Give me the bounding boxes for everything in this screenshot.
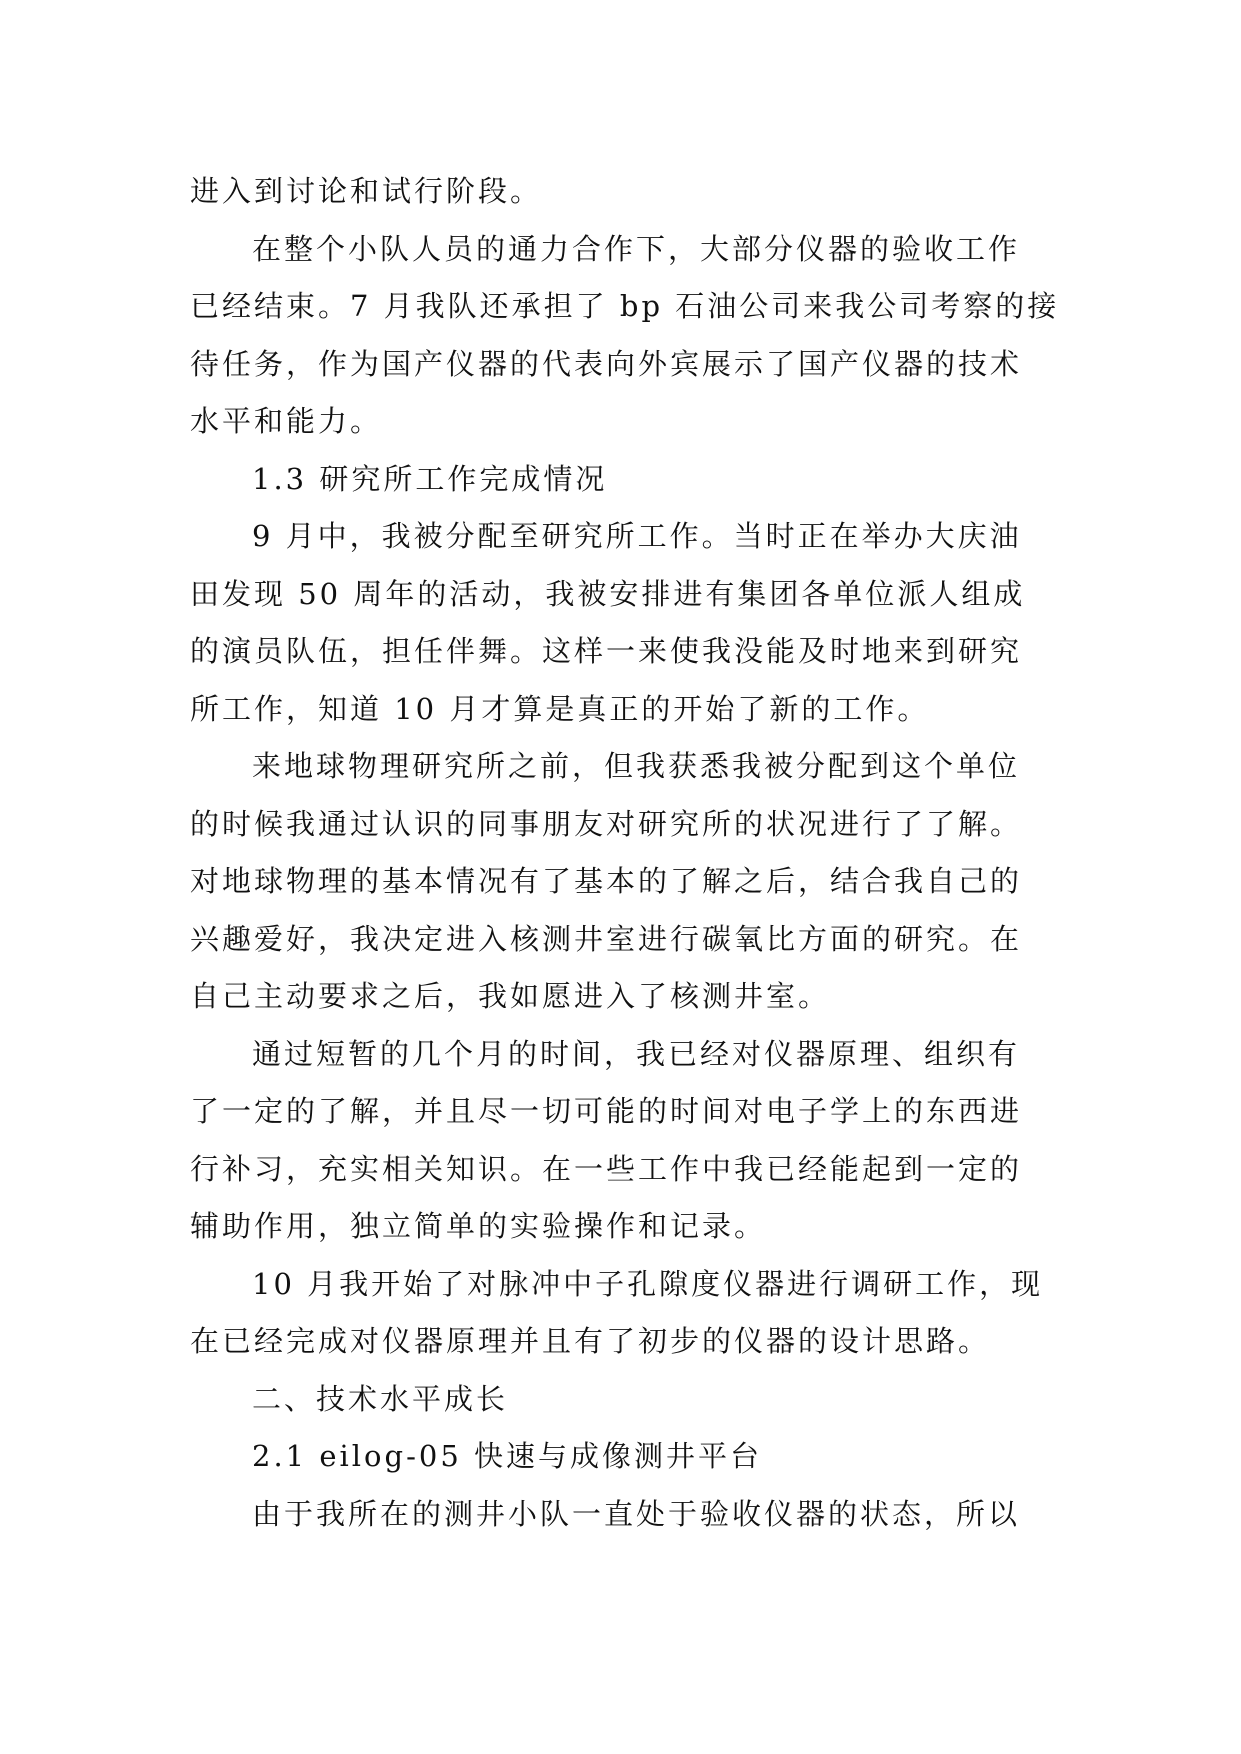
text-line: 对地球物理的基本情况有了基本的了解之后，结合我自己的 (190, 864, 1023, 898)
text-line: 兴趣爱好，我决定进入核测井室进行碳氧比方面的研究。在 (190, 921, 1023, 956)
text-line: 自己主动要求之后，我如愿进入了核测井室。 (190, 979, 831, 1013)
text-line: 了一定的了解，并且尽一切可能的时间对电子学上的东西进 (190, 1094, 1023, 1128)
text-line: 已经结束。7 月我队还承担了 bp 石油公司来我公司考察的接 (190, 289, 1060, 323)
text-line: 辅助作用，独立简单的实验操作和记录。 (190, 1209, 767, 1243)
text-line: 由于我所在的测井小队一直处于验收仪器的状态，所以 (252, 1496, 1021, 1531)
document-body (190, 163, 1060, 1543)
text-line: 通过短暂的几个月的时间，我已经对仪器原理、组织有 (252, 1036, 1021, 1071)
text-line: 行补习，充实相关知识。在一些工作中我已经能起到一定的 (190, 1151, 1023, 1186)
text-line: 田发现 50 周年的活动，我被安排进有集团各单位派人组成 (190, 576, 1026, 611)
text-line: 的演员队伍，担任伴舞。这样一来使我没能及时地来到研究 (190, 634, 1023, 668)
text-line: 水平和能力。 (190, 404, 383, 438)
text-line: 在已经完成对仪器原理并且有了初步的仪器的设计思路。 (190, 1324, 991, 1358)
text-line: 在整个小队人员的通力合作下，大部分仪器的验收工作 (252, 231, 1021, 266)
text-line: 所工作，知道 10 月才算是真正的开始了新的工作。 (190, 691, 930, 726)
text-line: 9 月中，我被分配至研究所工作。当时正在举办大庆油 (252, 519, 1022, 553)
text-line: 待任务，作为国产仪器的代表向外宾展示了国产仪器的技术 (190, 346, 1023, 381)
text-line: 进入到讨论和试行阶段。 (190, 174, 543, 208)
text-line: 来地球物理研究所之前，但我获悉我被分配到这个单位 (252, 749, 1021, 783)
section-heading: 2.1 eilog-05 快速与成像测井平台 (252, 1439, 762, 1473)
section-heading: 二、技术水平成长 (252, 1381, 509, 1416)
text-line: 的时候我通过认识的同事朋友对研究所的状况进行了了解。 (190, 806, 1023, 841)
text-line: 10 月我开始了对脉冲中子孔隙度仪器进行调研工作，现 (252, 1266, 1044, 1301)
section-heading: 1.3 研究所工作完成情况 (252, 461, 608, 496)
